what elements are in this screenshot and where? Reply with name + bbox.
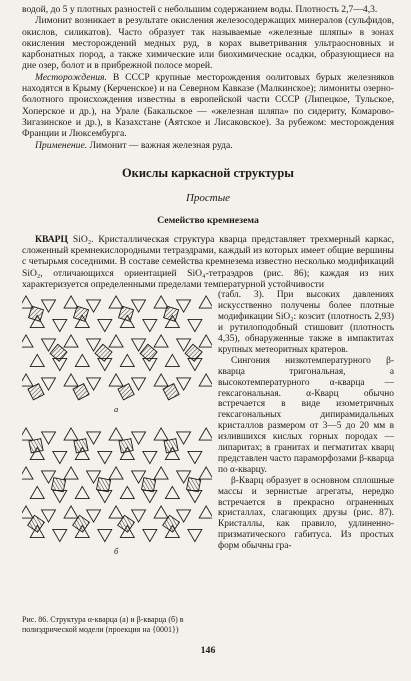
tetrahedron-square [119,439,133,453]
paragraph-limonite-origin: Лимонит возникает в результате окисления железосодержащих минералов (сульфидов, окислов, силикатов). Часто образует так называемые «железные шляпы» в зонах окисления месторождений медных руд, в корах выветривания ультраосновных и карбонатных пород, а также химические или биохимические осадки, образующиеся на дне озер, болот и в прибрежной полосе морей. [22,15,394,72]
tetrahedron-square [164,439,178,453]
tetrahedron-triangle [154,374,168,386]
tetrahedron-triangle [30,355,44,367]
two-column-area [22,290,394,634]
application-text: Лимонит — важная железная руда. [87,139,233,151]
tetrahedron-triangle [98,530,112,542]
tetrahedron-square [96,478,110,492]
tetrahedron-triangle [199,296,212,308]
tetrahedron-triangle [143,320,157,332]
right-column [218,290,394,552]
tetrahedron-triangle [64,335,78,347]
tetrahedron-triangle [98,320,112,332]
tetrahedron-triangle [154,296,168,308]
tetrahedron-triangle [143,491,157,503]
tetrahedron-triangle [53,452,67,464]
tetrahedron-triangle [120,487,134,499]
paragraph-right-1: (табл. 3). При высоких давлениях искусственно получены более плотные модификации SiO₂: коэсит (плотность 2,93) и рутилоподобный стишовит (плотность 4,35), обнаруженные также в импактитах крупных метеоритных кратеров. [218,290,394,355]
tetrahedron-square [164,307,179,322]
book-page [22,4,394,656]
figure-label-b: б [114,546,119,557]
subsection-title: Простые [185,191,231,204]
family-title: Семейство кремнезема [157,214,259,226]
tetrahedron-triangle [199,506,212,518]
tetrahedron-triangle [109,506,123,518]
tetrahedron-triangle [109,296,123,308]
deposits-text: В СССР крупные месторождения оолитовых бурых железняков находятся в Крыму (Керченское) и на Северном Кавказе (Малкинское); лимониты озерно-болотного происхождения известны в европейской части СССР (Липецкое, Тульское, Хоперское и др.), на Урале (Бакальское — «железная шляпа» по сидериту, Комарово-Зигазинское и др.), в Казахстане (Аятское и Лисаковское). За рубежом: месторождения Франции и Люксембурга. [22,71,394,140]
paragraph-continued: водой, до 5 у плотных разностей с небольшим содержанием воды. Плотность 2,7—4,3. [22,4,378,15]
quartz-name: КВАРЦ [35,233,69,245]
tetrahedron-triangle [42,432,56,444]
figure-panel-a [22,296,212,400]
tetrahedron-square [28,307,43,322]
deposits-label: Месторождения. [35,71,107,83]
tetrahedron-triangle [120,355,134,367]
tetrahedron-triangle [98,452,112,464]
tetrahedron-triangle [143,452,157,464]
tetrahedron-triangle [109,428,123,440]
tetrahedron-triangle [64,428,78,440]
tetrahedron-triangle [177,432,191,444]
tetrahedron-triangle [64,374,78,386]
tetrahedron-triangle [165,355,179,367]
tetrahedron-triangle [22,506,33,518]
quartz-text: Кристаллическая структура кварца представляет трехмерный каркас, сложенный кремнекислородными тетраэдрами, каждый из которых имеет общие вершины с четырьмя соседними. В составе семейства кремнезема известно несколько модификаций SiO₂, отличающихся ориентацией SiO₄-тетраэдров (рис. 86); каждая из них характеризуется определенными пределами температурной устойчивости [22,233,394,291]
tetrahedron-triangle [109,335,123,347]
tetrahedron-triangle [30,487,44,499]
tetrahedron-triangle [22,335,33,347]
tetrahedron-triangle [53,491,67,503]
tetrahedron-triangle [154,506,168,518]
quartz-structure-figure [22,294,212,562]
tetrahedron-triangle [109,467,123,479]
quartz-formula: SiO₂. [68,233,94,245]
tetrahedron-triangle [87,510,101,522]
tetrahedron-triangle [75,487,89,499]
figure-label-a: а [114,404,119,415]
tetrahedron-triangle [42,378,56,390]
tetrahedron-square [119,307,134,322]
tetrahedron-triangle [188,320,202,332]
tetrahedron-triangle [188,491,202,503]
tetrahedron-triangle [132,378,146,390]
tetrahedron-triangle [143,530,157,542]
tetrahedron-square [74,307,89,322]
tetrahedron-triangle [177,378,191,390]
tetrahedron-triangle [22,374,33,386]
tetrahedron-triangle [154,335,168,347]
paragraph-right-3: β-Кварц образует в основном сплошные массы и зернистые агрегаты, нередко встречается в прекрасно ограненных кристаллах, слагающих друзы (рис. 87). Кристаллы, как правило, удлиненно-призматического габитуса. Из простых форм обычны гра- [218,475,394,552]
tetrahedron-triangle [165,487,179,499]
page-number: 146 [200,645,216,656]
paragraph-application [22,140,394,151]
tetrahedron-triangle [53,320,67,332]
tetrahedron-triangle [64,296,78,308]
tetrahedron-triangle [188,452,202,464]
tetrahedron-triangle [199,467,212,479]
tetrahedron-square [187,478,201,492]
tetrahedron-triangle [87,378,101,390]
tetrahedron-triangle [109,374,123,386]
tetrahedron-square [29,439,43,453]
application-label: Применение. [35,139,88,151]
section-title: Окислы каркасной структуры [122,165,294,180]
tetrahedron-triangle [154,467,168,479]
tetrahedron-triangle [132,510,146,522]
tetrahedron-triangle [22,467,33,479]
tetrahedron-triangle [42,510,56,522]
tetrahedron-triangle [98,491,112,503]
tetrahedron-triangle [177,510,191,522]
tetrahedron-triangle [64,467,78,479]
tetrahedron-triangle [199,374,212,386]
figure-panel-b [22,428,212,542]
paragraph-right-2: Сингония низкотемпературного β-кварца тригональная, а высокотемпературного α-кварца — гексагональная. α-Кварц обычно встречается в виде изометричных гексагональных дипирамидальных кристаллов размером от 3—5 до 20 мм в излившихся кислых горных породах — липаритах; в гранитах и пегматитах кварц представлен часто параморфозами β-кварца по α-кварцу. [218,355,394,475]
figure-caption: Рис. 86. Структура α-кварца (а) и β-кварца (б) в полиэдрической модели (проекция на {0001}) [22,615,184,634]
tetrahedron-square [141,478,155,492]
tetrahedron-triangle [199,335,212,347]
tetrahedron-triangle [199,428,212,440]
tetrahedron-triangle [87,432,101,444]
tetrahedron-triangle [132,432,146,444]
tetrahedron-triangle [22,428,33,440]
tetrahedron-triangle [154,428,168,440]
tetrahedron-triangle [188,530,202,542]
tetrahedron-triangle [22,296,33,308]
tetrahedron-square [74,439,88,453]
tetrahedron-triangle [53,530,67,542]
figure-86 [22,294,212,562]
tetrahedron-triangle [64,506,78,518]
tetrahedron-square [51,478,65,492]
paragraph-quartz [22,234,394,290]
tetrahedron-triangle [75,355,89,367]
paragraph-deposits [22,72,394,140]
